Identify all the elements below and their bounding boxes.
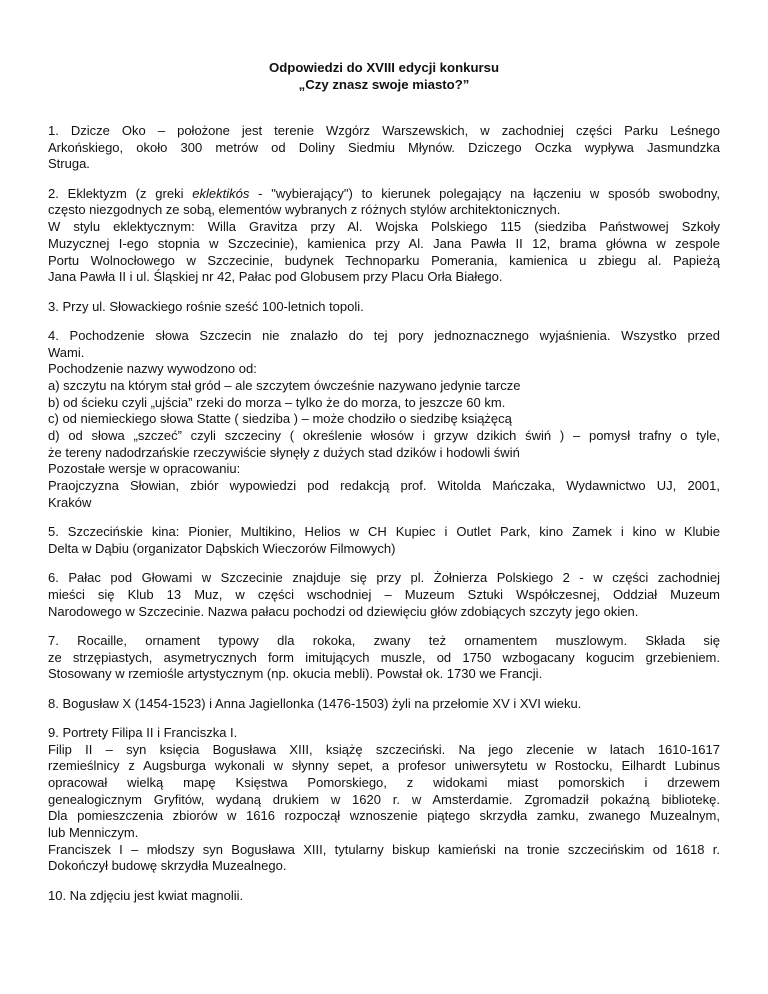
- answer-line: Arkońskiego, około 300 metrów od Doliny Siedmiu Młynów. Dziczego Oczka wypływa Jasmundzka: [48, 139, 720, 155]
- title-line-1: Odpowiedzi do XVIII edycji konkursu: [268, 60, 500, 75]
- answer-line: c) od niemieckiego słowa Statte ( siedziba ) – może chodziło o siedzibę książęcą: [48, 411, 512, 427]
- answer-line: [48, 186, 720, 203]
- answer-line: 10. Na zdjęciu jest kwiat magnolii.: [48, 887, 244, 903]
- answer-item: [48, 328, 720, 512]
- answer-item: [48, 524, 720, 557]
- answer-line: Pozostałe wersje w opracowaniu:: [48, 461, 241, 477]
- answer-line: Muzycznej I-ego stopnia w Szczecinie), kamienica przy Al. Jana Pawła II 12, brama główna w zespole: [48, 235, 720, 251]
- answer-line: Pochodzenie nazwy wywodzono od:: [48, 361, 257, 377]
- answer-line: genealogicznym Gryfitów, wydaną drukiem w 1620 r. w Amsterdamie. Zgromadził pokaźną bibliotekę.: [48, 791, 720, 807]
- answer-text-segment: 2. Eklektyzm (z greki: [48, 185, 193, 201]
- answer-line: 6. Pałac pod Głowami w Szczecinie znajduje się przy pl. Żołnierza Polskiego 2 - w części zachodniej: [48, 570, 720, 586]
- answer-line: 9. Portrety Filipa II i Franciszka I.: [48, 724, 238, 740]
- answer-line: Wami.: [48, 344, 85, 360]
- answer-item: [48, 888, 720, 905]
- answer-line: Dla pomieszczenia zbiorów w 1616 rozpoczął wznoszenie piątego skrzydła zamku, zwanego Muzealnym,: [48, 808, 720, 824]
- answer-line: 8. Bogusław X (1454-1523) i Anna Jagiellonka (1476-1503) żyli na przełomie XV i XVI wieku.: [48, 695, 582, 711]
- answer-line: 1. Dzicze Oko – położone jest terenie Wzgórz Warszewskich, w zachodniej części Parku Leśnego: [48, 123, 720, 138]
- answer-line: 7. Rocaille, ornament typowy dla rokoka, zwany też ornamentem muszlowym. Składa się: [48, 632, 720, 648]
- answer-line: mieści się Klub 13 Muz, w części wschodniej – Muzeum Sztuki Współczesnej, Oddział Muzeum: [48, 586, 720, 602]
- answer-line: Jana Pawła II i ul. Śląskiej nr 42, Pałac pod Globusem przy Placu Orła Białego.: [48, 269, 503, 285]
- answer-line: opracował wielką mapę Księstwa Pomorskiego, z widokami miast pomorskich i drzewem: [48, 774, 720, 790]
- answer-item: [48, 725, 720, 875]
- foreign-term: eklektikós: [192, 185, 250, 201]
- answer-line: rzemieślnicy z Augsburga wykonali w słynny sepet, a profesor uniwersytetu w Rostocku, Eilhardt Lubinus: [48, 758, 720, 774]
- answer-line: d) od słowa „szczeć” czyli szczeciny ( określenie włosów i grzyw dzikich świń ) – pomysł trafny o tyle,: [48, 428, 720, 444]
- answer-line: Delta w Dąbiu (organizator Dąbskich Wieczorów Filmowych): [48, 540, 396, 556]
- answer-line: Kraków: [48, 494, 92, 510]
- answer-line: Filip II – syn księcia Bogusława XIII, książę szczeciński. Na jego zlecenie w latach 1610-1617: [48, 741, 720, 757]
- answer-line: 4. Pochodzenie słowa Szczecin nie znalazło do tej pory jednoznacznego wyjaśnienia. Wszystko przed: [48, 327, 720, 343]
- answer-line: Dokończył budowę skrzydła Muzealnego.: [48, 858, 287, 874]
- answer-text-segment: - "wybierający") to kierunek polegający na łączeniu w sposób swobodny,: [249, 185, 720, 201]
- answer-line: lub Menniczym.: [48, 825, 139, 841]
- answer-line: Portu Wolnocłowego w Szczecinie, budynek Technoparku Pomerania, kamienica u zbiegu al. Papieżą: [48, 252, 720, 268]
- answer-line: często niezgodnych ze sobą, elementów wybranych z różnych stylów architektonicznych.: [48, 202, 561, 218]
- answer-line: ze strzępiastych, asymetrycznych form imitujących muszle, od 1750 wzbogacany kogucim grzebieniem.: [48, 649, 720, 665]
- answer-item: [48, 299, 720, 316]
- answer-line: Stosowany w rzemiośle artystycznym (np. okucia mebli). Powstał ok. 1730 we Francji.: [48, 666, 543, 682]
- answer-item: [48, 696, 720, 713]
- answer-line: 3. Przy ul. Słowackiego rośnie sześć 100-letnich topoli.: [48, 298, 364, 314]
- answer-line: b) od ścieku czyli „ujścia” rzeki do morza – tylko że do morza, to jeszcze 60 km.: [48, 394, 506, 410]
- answer-line: że tereny nadodrzańskie rzeczywiście słynęły z dużych stad dzików i hodowli świń: [48, 444, 520, 460]
- answer-line: a) szczytu na którym stał gród – ale szczytem ówcześnie nazywano jedynie tarcze: [48, 377, 521, 393]
- answer-item: [48, 633, 720, 683]
- answer-item: [48, 123, 720, 173]
- answer-item: [48, 570, 720, 620]
- answer-line: Struga.: [48, 156, 90, 172]
- answer-line: Praojczyzna Słowian, zbiór wypowiedzi pod redakcją prof. Witolda Mańczaka, Wydawnictwo UJ, 2001,: [48, 478, 720, 494]
- title-line-2: „Czy znasz swoje miasto?”: [298, 76, 470, 92]
- answers-list: [48, 123, 720, 904]
- answer-line: Franciszek I – młodszy syn Bogusława XIII, tytularny biskup kamieński na tronie szczecińskim od 1618 r.: [48, 841, 720, 857]
- answer-line: Narodowego w Szczecinie. Nazwa pałacu pochodzi od dziewięciu głów zdobiących szczyty jego okien.: [48, 603, 639, 619]
- answer-line: 5. Szczecińskie kina: Pionier, Multikino, Helios w CH Kupiec i Outlet Park, kino Zamek i kino w Klubie: [48, 524, 720, 540]
- document-title: [48, 60, 720, 93]
- answer-item: [48, 186, 720, 286]
- answer-line: W stylu eklektycznym: Willa Gravitza przy Al. Wojska Polskiego 115 (siedziba Państwowej Szkoły: [48, 219, 720, 235]
